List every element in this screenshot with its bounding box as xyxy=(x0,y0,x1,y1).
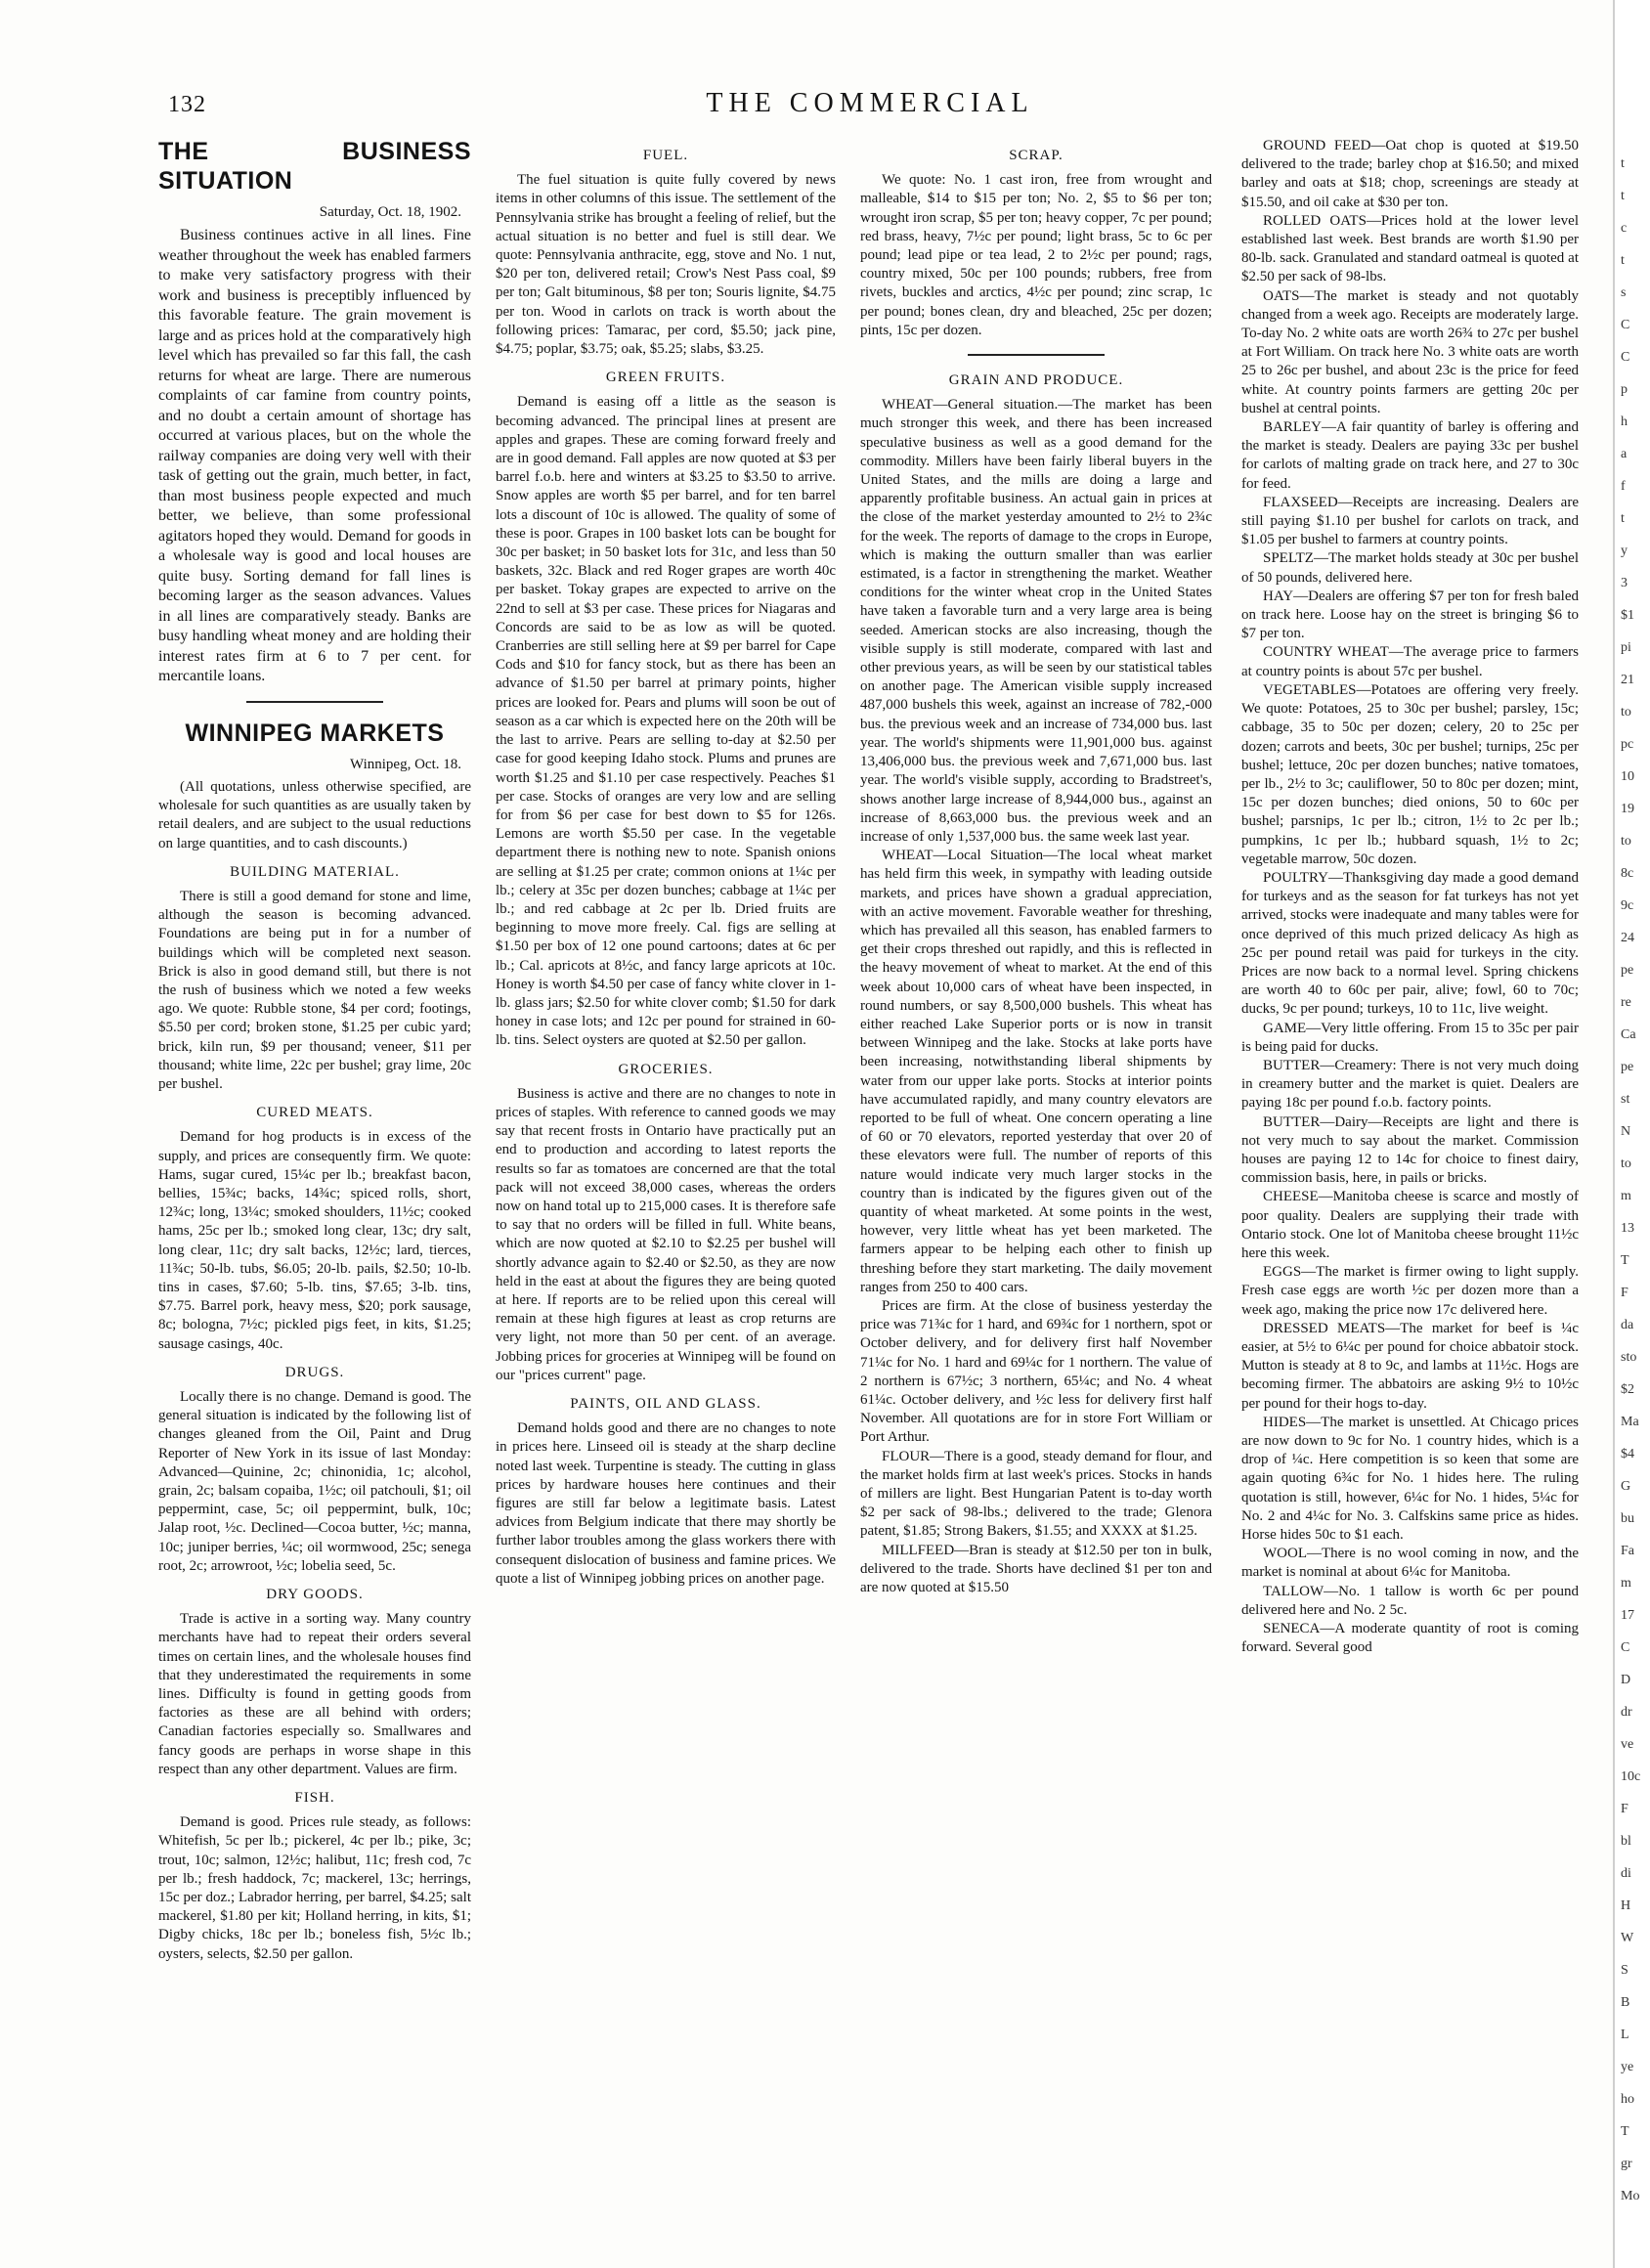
edge-fragment: ye xyxy=(1621,2060,1634,2074)
edge-fragment: $1 xyxy=(1621,608,1634,623)
edge-fragment: 21 xyxy=(1621,673,1634,687)
edge-fragment: D xyxy=(1621,1673,1631,1687)
edge-fragment: h xyxy=(1621,414,1628,429)
edge-fragment: Fa xyxy=(1621,1544,1634,1558)
edge-fragment: dr xyxy=(1621,1705,1632,1720)
edge-fragment: 3 xyxy=(1621,576,1628,590)
edge-fragment: H xyxy=(1621,1898,1631,1913)
groceries-heading: GROCERIES. xyxy=(618,1061,714,1077)
scrap-heading: SCRAP. xyxy=(1009,148,1064,163)
edge-fragment: t xyxy=(1621,156,1625,171)
hay-text: HAY—Dealers are offering $7 per ton for fresh baled on track here. Loose hay on the street is bringing $6 to $7 per ton. xyxy=(1241,588,1579,642)
edge-fragment: re xyxy=(1621,995,1631,1010)
game-text: GAME—Very little offering. From 15 to 35c per pair is being paid for ducks. xyxy=(1241,1020,1579,1055)
edge-fragment: G xyxy=(1621,1479,1631,1494)
column-3 xyxy=(860,137,1212,2258)
edge-fragment: 24 xyxy=(1621,931,1634,945)
dressed-meats-text: DRESSED MEATS—The market for beef is ¼c easier, at 5½ to 6¼c per pound for choice abbatoir stock. Mutton is steady at 8 to 9c, and lambs at 11½c. Hogs are becoming firmer. The abbatoirs are asking 9½ to 10½c per pound for their hogs to-day. xyxy=(1241,1320,1579,1412)
divider xyxy=(246,701,383,703)
fuel-text: The fuel situation is quite fully covered by news items in other columns of this issue. The settlement of the Pennsylvania strike has brought a feeling of relief, but the actual situation is no better and fuel is still dear. We quote: Pennsylvania anthracite, egg, stove and No. 1 nut, $20 per ton, delivered retail; Crow's Nest Pass coal, $9 per ton; Galt bituminous, $8 per ton; Souris lignite, $4.75 per ton. Wood in carlots on track is worth about the following prices: Tamarac, per cord, $5.50; jack pine, $4.75; poplar, $3.75; oak, $5.25; slabs, $3.25. xyxy=(496,172,836,358)
butter-creamery-text: BUTTER—Creamery: There is not very much doing in creamery butter and the market is quiet. Dealers are paying 18c per pound f.o.b. factory points. xyxy=(1241,1057,1579,1112)
country-wheat-text: COUNTRY WHEAT—The average price to farmers at country points is about 57c per bushel. xyxy=(1241,644,1579,679)
wheat-general-text: WHEAT—General situation.—The market has been much stronger this week, and there has been increased speculative business as well as a good demand for the commodity. Millers have been fairly liberal buyers in the United States, and the mills are doing a large and apparently profitable business. An actual gain in prices at the close of the market yesterday amounted to 2½ to 2¾c for the week. The reports of damage to the crops in Europe, which is making the outturn smaller than was earlier estimated, is a factor in strengthening the market. Weather conditions for the winter wheat crop in the United States have taken a favorable turn and a very large area is being seeded. American stocks are also increasing, though the visible supply is still moderate, compared with last and other previous years, as will be seen by our statistical tables on another page. The American visible supply increased 487,000 bushels this week, against an increase of 782,-000 bus. the previous week and an increase of 734,000 bus. last year. The world's shipments were 11,901,000 bus. against 13,406,000 bus. the previous week and 7,671,000 bus. last year. The world's visible supply, according to Bradstreet's, shows another large increase of 8,944,000 bus., against an increase of 8,663,000 bus. the previous week and an increase of only 1,537,000 bus. the same week last year. xyxy=(860,397,1212,845)
edge-fragment: 10 xyxy=(1621,769,1634,784)
edge-fragment: da xyxy=(1621,1318,1634,1332)
edge-fragment: pe xyxy=(1621,963,1634,978)
edge-fragment: pe xyxy=(1621,1060,1634,1074)
page-number: 132 xyxy=(168,92,206,117)
edge-fragment: pc xyxy=(1621,737,1634,752)
building-material-heading: BUILDING MATERIAL. xyxy=(230,863,400,880)
cured-meats-text: Demand for hog products is in excess of the supply, and prices are consequently firm. We quote: Hams, sugar cured, 15¼c per lb.; breakfast bacon, bellies, 15¾c; backs, 14¾c; spiced rolls, short, 12¾c; long, 13¼c; smoked shoulders, 11½c; cooked hams, 25c per lb.; smoked long clear, 13c; dry salt, long clear, 11c; dry salt backs, 12½c; lard, tierces, 11¾c; 50-lb. tubs, $6.05; 20-lb. pails, $2.50; 10-lb. tins in cases, $7.60; 5-lb. tins, $7.65; 3-lb. tins, $7.75. Barrel pork, heavy mess, $20; pork sausage, 8c; bologna, 7½c; pickled pigs feet, in kits, $1.25; sausage casings, 40c. xyxy=(158,1129,471,1352)
edge-fragment: F xyxy=(1621,1286,1628,1300)
edge-fragment: t xyxy=(1621,253,1625,268)
edge-fragment: st xyxy=(1621,1092,1630,1107)
speltz-text: SPELTZ—The market holds steady at 30c per bushel of 50 pounds, delivered here. xyxy=(1241,550,1579,586)
edge-fragment: y xyxy=(1621,544,1628,558)
edge-fragment: 10c xyxy=(1621,1769,1641,1784)
edge-fragment: S xyxy=(1621,1963,1628,1978)
edge-fragment: t xyxy=(1621,189,1625,203)
winnipeg-markets-title: WINNIPEG MARKETS xyxy=(185,719,445,747)
facing-page-edge xyxy=(1613,0,1650,2268)
edge-fragment: to xyxy=(1621,834,1631,849)
business-situation-title: THE BUSINESS SITUATION xyxy=(158,138,471,195)
edge-fragment: T xyxy=(1621,1253,1629,1268)
millfeed-text: MILLFEED—Bran is steady at $12.50 per ton in bulk, delivered to the trade. Shorts have declined $1 per ton and are now quoted at $15.50 xyxy=(860,1542,1212,1596)
edge-fragment: Ma xyxy=(1621,1415,1639,1429)
edge-fragment: Ca xyxy=(1621,1027,1636,1042)
seneca-text: SENECA—A moderate quantity of root is coming forward. Several good xyxy=(1241,1621,1579,1656)
barley-text: BARLEY—A fair quantity of barley is offering and the market is steady. Dealers are paying 33c per bushel for carlots of malting grade on track here, and 27 to 30c for feed. xyxy=(1241,419,1579,492)
business-situation-date: Saturday, Oct. 18, 1902. xyxy=(319,204,461,220)
edge-fragment: L xyxy=(1621,2028,1629,2042)
edge-fragment: pi xyxy=(1621,640,1631,655)
edge-fragment: 8c xyxy=(1621,866,1634,881)
edge-fragment: di xyxy=(1621,1866,1631,1881)
column-4 xyxy=(1241,137,1579,2258)
winnipeg-markets-date: Winnipeg, Oct. 18. xyxy=(350,756,461,772)
fuel-heading: FUEL. xyxy=(642,148,689,163)
dry-goods-text: Trade is active in a sorting way. Many country merchants have had to repeat their orders several times on certain lines, and the wholesale houses find that they underestimated the requirements in some lines. Difficulty is found in getting goods from factories as these are all behind with orders; Canadian factories especially so. Smallwares and fancy goods are perhaps in worse shape in this respect than any other department. Values are firm. xyxy=(158,1611,471,1777)
drugs-heading: DRUGS. xyxy=(284,1364,345,1380)
wheat-prices-text: Prices are firm. At the close of business yesterday the price was 71¾c for 1 hard, and 69¾c for 1 northern, spot or October delivery, and for delivery first half November 71¼c for No. 1 hard and 69¼c for 1 northern. The value of 2 northern is 67½c; 3 northern, 65¼c; and No. 4 wheat 61¼c. October delivery, and ½c less for delivery first half November. All quotations are for in store Fort William or Port Arthur. xyxy=(860,1297,1212,1446)
paints-heading: PAINTS, OIL AND GLASS. xyxy=(570,1396,761,1412)
ground-feed-text: GROUND FEED—Oat chop is quoted at $19.50 delivered to the trade; barley chop at $16.50; and mixed barley and oats at $18; chop, screenings are steady at $15.50, and oil cake at $30 per ton. xyxy=(1241,138,1579,210)
edge-fragment: 19 xyxy=(1621,802,1634,816)
groceries-text: Business is active and there are no changes to note in prices of staples. With reference to canned goods we may say that recent frosts in Ontario have practically put an end to production and according to latest reports the results so far as tomatoes are concerned are that the total pack will not exceed 38,000 cases, whereas the orders now on hand total up to 215,000 cases. It is therefore safe to say that no orders will be filled in full. White beans, which are now quoted at $2.10 to $2.25 per bushel will shortly advance again to $2.40 or $2.50, as they are now held in the east at about the figures they are being quoted at here. If reports are to be relied upon this cereal will remain at these high figures at least as crop returns are very light, not more than 50 per cent. of an average. Jobbing prices for groceries at Winnipeg will be found on our "prices current" page. xyxy=(496,1085,836,1383)
column-1 xyxy=(158,137,471,2258)
edge-fragment: $4 xyxy=(1621,1447,1634,1461)
column-2 xyxy=(496,137,836,2258)
edge-fragment: bu xyxy=(1621,1511,1634,1526)
cured-meats-heading: CURED MEATS. xyxy=(256,1105,373,1121)
edge-fragment: N xyxy=(1621,1124,1631,1139)
edge-fragment: m xyxy=(1621,1576,1631,1591)
edge-fragment: p xyxy=(1621,382,1628,397)
edge-fragment: to xyxy=(1621,705,1631,720)
edge-fragment: W xyxy=(1621,1931,1634,1945)
edge-fragment: 9c xyxy=(1621,898,1634,913)
page-header xyxy=(156,88,1584,127)
winnipeg-markets-intro: (All quotations, unless otherwise specified, are wholesale for such quantities as are usually taken by retail dealers, and are subject to the usual reductions on large quantities, and to cash discounts.) xyxy=(158,778,471,851)
edge-fragment: $2 xyxy=(1621,1382,1634,1397)
edge-fragment: a xyxy=(1621,447,1628,461)
running-head: THE COMMERCIAL xyxy=(706,88,1034,118)
edge-fragment: T xyxy=(1621,2124,1629,2139)
dry-goods-heading: DRY GOODS. xyxy=(266,1587,364,1603)
edge-fragment: t xyxy=(1621,511,1625,526)
drugs-text: Locally there is no change. Demand is good. The general situation is indicated by the following list of changes gleaned from the Oil, Paint and Drug Reporter of New York in its issue of last Monday: Advanced—Quinine, 2c; chinonidia, 1c; alcohol, grain, 2c; balsam copaiba, 1½c; oil patchouli, $1; oil peppermint, case, 5c; oil peppermint, bulk, 10c; Jalap root, ½c. Declined—Cocoa butter, ½c; manna, 10c; juniper berries, ¼c; oil wormwood, 25c; senega root, 2c; arrowroot, ½c; lobelia seed, 5c. xyxy=(158,1389,471,1574)
wool-text: WOOL—There is no wool coming in now, and the market is nominal at about 6¼c for Manitoba. xyxy=(1241,1546,1579,1581)
edge-fragment: 13 xyxy=(1621,1221,1634,1236)
wheat-local-text: WHEAT—Local Situation—The local wheat market has held firm this week, in sympathy with leading outside markets, and prices have shown a gradual appreciation, with an active movement. Favorable weather for threshing, which has prevailed all this season, has enabled farmers to get their crops threshed out rapidly, and this is reflected in the heavy movement of wheat to market. At the end of this week about 10,000 cars of wheat have been inspected, in round numbers, or say 8,500,000 bushels. This wheat has either reached Lake Superior ports or is now in transit between Winnipeg and the lake. Stocks at lake ports have been increasing, notwithstanding liberal shipments by water from our upper lake ports. Stocks at interior points have accumulated rapidly, and many country elevators are reported to be full of wheat. One concern operating a line of 60 or 70 elevators, reported yesterday that over 20 of these elevators were full. The number of reports of this nature would indicate very much larger stocks in the country than is indicated by the figures given out of the quantity of wheat marketed. At some points in the west, however, very little wheat has yet been marketed. The farmers appear to be helping each other to finish up threshing before they start marketing. The daily movement ranges from 250 to 400 cars. xyxy=(860,848,1212,1295)
grain-produce-heading: GRAIN AND PRODUCE. xyxy=(948,372,1124,389)
business-situation-text: Business continues active in all lines. Fine weather throughout the week has enabled farmers to make very satisfactory progress with their work and business is preceptibly influenced by this favorable feature. The grain movement is large and as prices hold at the comparatively high level which has prevailed so far this fall, the cash returns for wheat are large. There are numerous complaints of car famine from country points, and no doubt a certain amount of shortage has occurred at various places, but on the whole the railway companies are doing very well with their task of getting out the grain, much better, in fact, than most business people expected and much better, we believe, than some professional agitators hoped they would. Demand for goods in a wholesale way is good and local houses are quite busy. Sorting demand for fall lines is becoming larger as the season advances. Values in all lines are comparatively steady. Banks are busy handling wheat money and are holding their interest rates firm at 6 to 7 per cent. for mercantile loans. xyxy=(158,227,471,685)
edge-fragment: 17 xyxy=(1621,1608,1634,1623)
edge-fragment: gr xyxy=(1621,2157,1632,2171)
edge-fragment: m xyxy=(1621,1189,1631,1203)
flaxseed-text: FLAXSEED—Receipts are increasing. Dealers are still paying $1.10 per bushel for carlots on track, and $1.05 per bushel to farmers at country points. xyxy=(1241,494,1579,548)
edge-fragment: sto xyxy=(1621,1350,1637,1365)
hides-text: HIDES—The market is unsettled. At Chicago prices are now down to 9c for No. 1 country hides, which is a drop of ¼c. Here competition is so keen that some are again quoting 6¾c for No. 1 hides here. The ruling quotation is still, however, 6¼c for No. 1 hides, 5¼c for No. 2 and 4¼c for No. 3. Calfskins same price as hides. Horse hides 50c to $1 each. xyxy=(1241,1414,1579,1544)
divider xyxy=(968,354,1105,356)
vegetables-text: VEGETABLES—Potatoes are offering very freely. We quote: Potatoes, 25 to 30c per bushel; parsley, 15c; cabbage, 35 to 50c per dozen; celery, 20 to 25c per dozen; carrots and beets, 30c per bushel; turnips, 25c per bushel; lettuce, 20c per dozen bunches; native tomatoes, per lb., 2½ to 3c; cauliflower, 50 to 80c per dozen; mint, 15c per dozen bunches; died onions, 50 to 60c per bushel; parsnips, 1c per lb.; citron, 1½ to 2c per lb.; pumpkins, 1c per lb.; hubbard squash, 1½ to 2c; vegetable marrow, 50c dozen. xyxy=(1241,681,1579,867)
cheese-text: CHEESE—Manitoba cheese is scarce and mostly of poor quality. Dealers are supplying their trade with Ontario stock. One lot of Manitoba cheese brought 11½c here this week. xyxy=(1241,1189,1579,1261)
oats-text: OATS—The market is steady and not quotably changed from a week ago. Receipts are moderately large. To-day No. 2 white oats are worth 26¾ to 27c per bushel at Fort William. On track here No. 3 white oats are worth 25 to 26c per bushel, and about 23c is the price for feed white. At country points farmers are getting 20c per bushel at central points. xyxy=(1241,287,1579,416)
edge-fragment: C xyxy=(1621,350,1630,365)
eggs-text: EGGS—The market is firmer owing to light supply. Fresh case eggs are worth ½c per dozen more than a week ago, making the price now 17c delivered here. xyxy=(1241,1264,1579,1318)
green-fruits-text: Demand is easing off a little as the season is becoming advanced. The principal lines at present are apples and grapes. These are coming forward freely and are in good demand. Fall apples are now quoted at $3 per barrel f.o.b. here and winters at $3.25 to $3.50 to arrive. Snow apples are worth $5 per barrel, and for ten barrel lots a discount of 10c is allowed. The quality of some of these is poor. Grapes in 100 basket lots can be bought for 30c per basket; in 50 basket lots for 31c, and less than 50 baskets, 32c. Black and red Roger grapes are worth 40c per basket. Tokay grapes are expected to arrive on the 22nd to sell at $3 per case. These prices for Niagaras and Concords are said to be as low as will be quoted. Cranberries are still selling here at $9 per barrel for Cape Cods and $10 for fancy stock, but as there has been an advance of $1.50 per barrel at primary points, higher prices are looked for. Pears and plums will soon be out of season as a car which is expected here on the 20th will be the last to arrive. Pears are selling to-day at $2.50 per case for good keeping Idaho stock. Plums and prunes are worth $1.25 and $1.10 per case respectively. Peaches $1 per case. Stocks of oranges are very low and are selling for from $6 per case for best down to $5 for 126s. Lemons are worth $5.50 per case. In the vegetable department there is nothing new to note. Spanish onions are selling at $1.25 per crate; common onions at 1¼c per lb.; celery at 35c per dozen bunches; cabbage at 1¼c per lb.; and red cabbage at 2c per lb. Dried fruits are beginning to move more freely. Cal. figs are selling at $1.50 per box of 12 one pound cartoons; dates at 6c per lb.; Cal. apricots at 8½c, and fancy large apricots at 10c. Honey is worth $4.50 per case of fancy white clover in 1-lb. glass jars; $2.50 for white clover comb; $1.50 for dark honey in case lots; and 12c per pound for strained in 60-lb. tins. Select oysters are quoted at $2.50 per gallon. xyxy=(496,394,836,1049)
butter-dairy-text: BUTTER—Dairy—Receipts are light and there is not very much to say about the market. Commission houses are paying 12 to 14c for choice to finest dairy, commission basis, here, in pails or bricks. xyxy=(1241,1113,1579,1187)
rolled-oats-text: ROLLED OATS—Prices hold at the lower level established last week. Best brands are worth $1.90 per 80-lb. sack. Granulated and standard oatmeal is quoted at $2.50 per sack of 98-lbs. xyxy=(1241,212,1579,285)
edge-fragment: Mo xyxy=(1621,2189,1640,2203)
green-fruits-heading: GREEN FRUITS. xyxy=(605,370,726,386)
flour-text: FLOUR—There is a good, steady demand for flour, and the market holds firm at last week's prices. Stocks in hands of millers are light. Best Hungarian Patent is to-day worth $2 per sack of 98-lbs.; delivered to the trade; Glenora patent, $1.85; Strong Bakers, $1.55; and XXXX at $1.25. xyxy=(860,1448,1212,1540)
edge-fragment: s xyxy=(1621,285,1627,300)
building-material-text: There is still a good demand for stone and lime, although the season is becoming advanced. Foundations are being put in for a number of buildings which will be completed next season. Brick is also in good demand still, but there is not the rush of business which we noted a few weeks ago. We quote: Rubble stone, $4 per cord; footings, $5.50 per cord; broken stone, $1.25 per cubic yard; brick, kiln run, $9 per thousand; veneer, $11 per thousand; white lime, 22c per bushel; gray lime, 20c per bushel. xyxy=(158,888,471,1092)
edge-fragment: c xyxy=(1621,221,1628,236)
edge-fragment: B xyxy=(1621,1995,1630,2010)
fish-text: Demand is good. Prices rule steady, as follows: Whitefish, 5c per lb.; pickerel, 4c per lb.; pike, 3c; trout, 10c; salmon, 12½c; halibut, 11c; fresh cod, 7c per lb.; fresh haddock, 7c; mackerel, 13c; herrings, 15c per doz.; Labrador herring, per barrel, $4.25; salt mackerel, $1.80 per kit; Holland herring, in kits, $1; Digby chicks, 18c per lb.; boneless fish, 5½c lb.; oysters, selects, $2.50 per gallon. xyxy=(158,1814,471,1962)
edge-fragment: bl xyxy=(1621,1834,1631,1849)
poultry-text: POULTRY—Thanksgiving day made a good demand for turkeys and as the season for fat turkeys has not yet arrived, stocks were inadequate and many tables were for once deprived of this much prized delicacy As high as 25c per pound retail was paid for turkeys in the city. Prices are now back to a normal level. Spring chickens are worth 40 to 60c per pair, alive; fowl, 60 to 70c; ducks, 9c per pound; turkeys, 10 to 11c, live weight. xyxy=(1241,869,1579,1018)
edge-fragment: C xyxy=(1621,1640,1630,1655)
scrap-text: We quote: No. 1 cast iron, free from wrought and malleable, $14 to $15 per ton; No. 2, $5 to $6 per ton; wrought iron scrap, $5 per ton; heavy copper, 7c per pound; red brass, heavy, 7½c per pound; light brass, 5c to 6c per pound; lead pipe or tea lead, 2 to 2½c per pound; rags, country mixed, 50c per 100 pounds; rubbers, free from rivets, buckles and arctics, 4½c per pound; zinc scrap, 1c per pound; bones clean, dry and bleached, 25c per dozen; pints, 15c per dozen. xyxy=(860,172,1212,338)
edge-fragment: F xyxy=(1621,1802,1628,1816)
edge-fragment: to xyxy=(1621,1156,1631,1171)
paints-text: Demand holds good and there are no changes to note in prices here. Linseed oil is steady at the sharp decline noted last week. Turpentine is steady. The cutting in glass prices by hardware houses here continues and their figures are still far below a legitimate basis. Latest advices from Belgium indicate that there may shortly be further labor troubles among the glass workers there with consequent dislocation of business and famine prices. We quote a list of Winnipeg jobbing prices on another page. xyxy=(496,1420,836,1587)
fish-heading: FISH. xyxy=(294,1790,335,1807)
edge-fragment: C xyxy=(1621,318,1630,332)
edge-fragment: ve xyxy=(1621,1737,1634,1752)
tallow-text: TALLOW—No. 1 tallow is worth 6c per pound delivered here and No. 2 5c. xyxy=(1241,1583,1579,1618)
edge-fragment: ho xyxy=(1621,2092,1634,2107)
edge-fragment: f xyxy=(1621,479,1626,494)
